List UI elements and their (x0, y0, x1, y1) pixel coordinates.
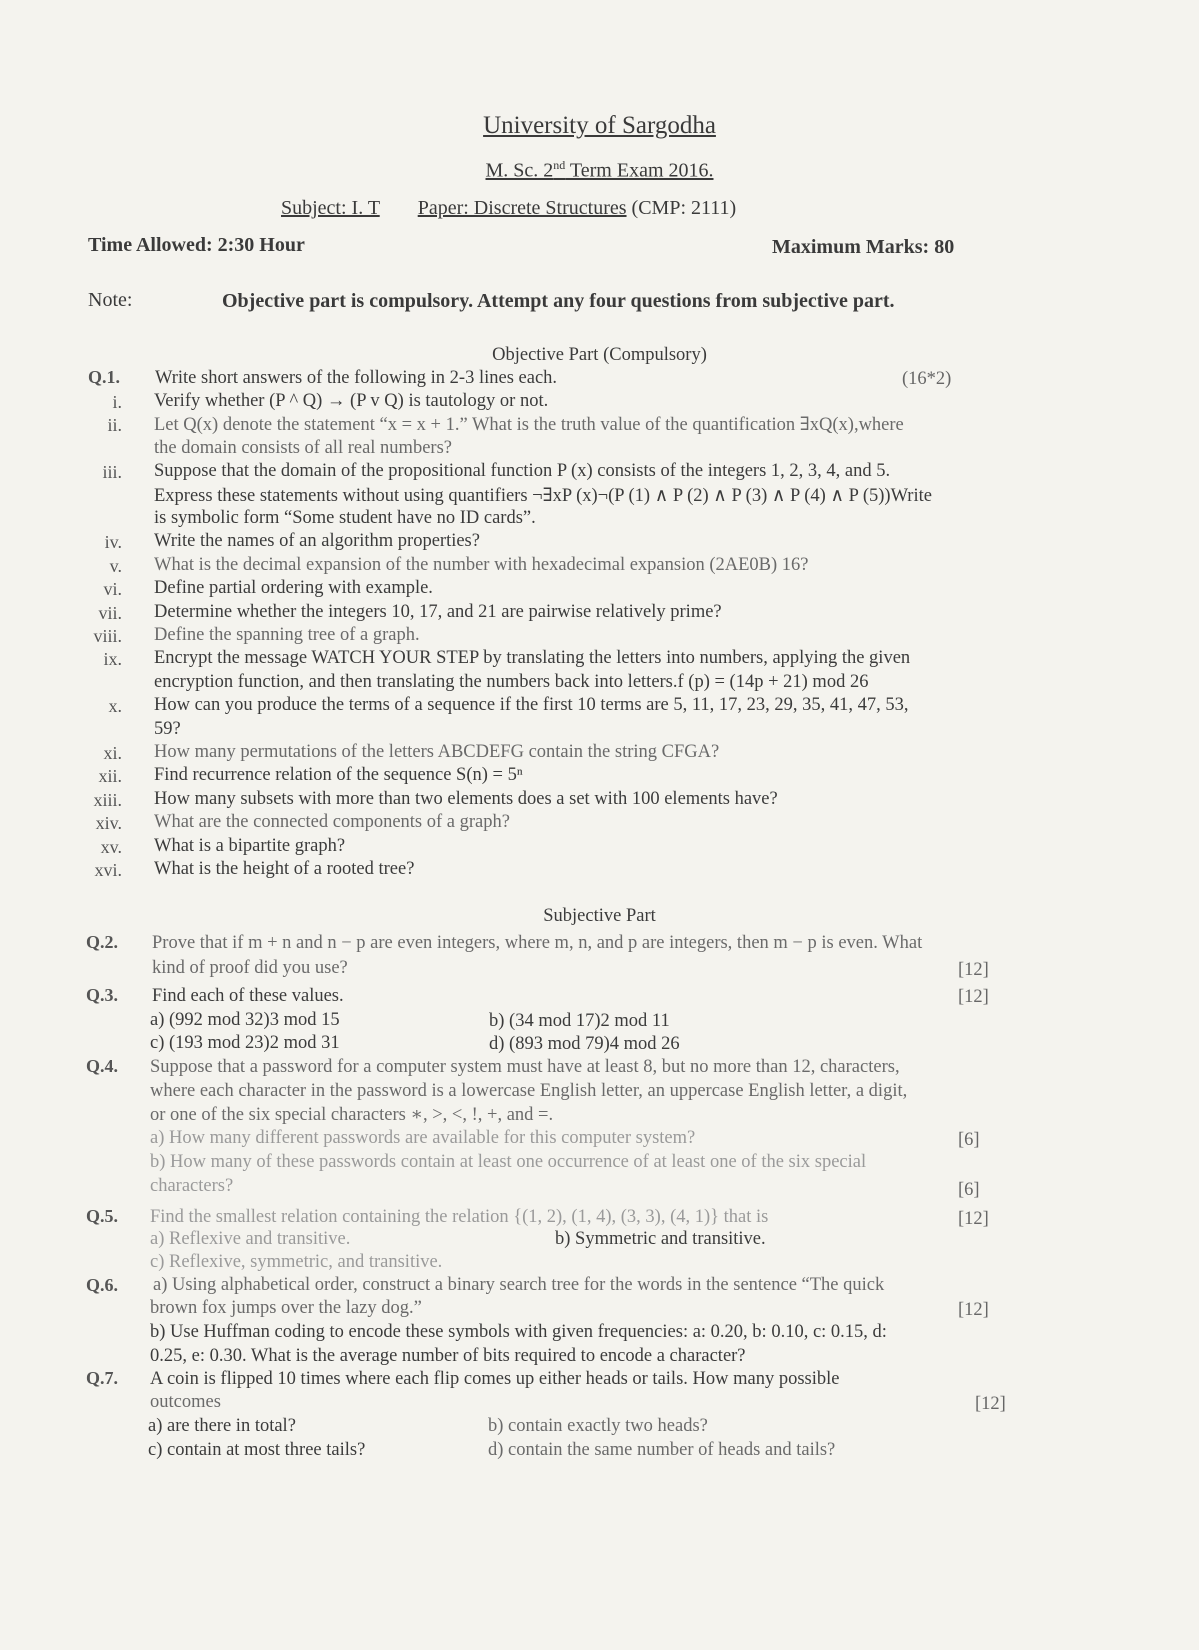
objective-item-num: iv. (104, 532, 122, 553)
university-title: University of Sargodha (483, 112, 716, 139)
q6-b1: b) Use Huffman coding to encode these symbols with given frequencies: a: 0.20, b: 0.10, c: 0.15, d: (150, 1322, 887, 1342)
q4-a: a) How many different passwords are available for this computer system? (150, 1128, 696, 1148)
q3-marks: [12] (958, 987, 989, 1007)
q2-line2: kind of proof did you use? (152, 958, 348, 978)
objective-item-text: Suppose that the domain of the propositional function P (x) consists of the integers 1, 2, 3, 4, and 5. (154, 461, 891, 482)
exam-prefix: M. Sc. 2 (485, 159, 554, 182)
q6-a1: a) Using alphabetical order, construct a binary search tree for the words in the sentence “The quick (153, 1275, 885, 1295)
objective-item-num: xiii. (93, 789, 122, 810)
q2-line1: Prove that if m + n and n − p are even integers, where m, n, and p are integers, then m − p is even. What (152, 933, 923, 953)
objective-item-num: xiv. (95, 813, 122, 834)
exam-title (0, 158, 1199, 183)
q7-line2: outcomes (150, 1392, 221, 1412)
objective-item-num: xii. (98, 766, 122, 787)
q4-line1: Suppose that a password for a computer system must have at least 8, but no more than 12, characters, (150, 1057, 900, 1077)
q3-b: b) (34 mod 17)2 mod 11 (489, 1011, 670, 1031)
objective-item-text: the domain consists of all real numbers? (154, 437, 452, 458)
objective-item-text: 59? (154, 718, 181, 739)
q6-b2: 0.25, e: 0.30. What is the average number of bits required to encode a character? (150, 1346, 746, 1366)
max-marks: Maximum Marks: 80 (772, 236, 955, 258)
q5-c: c) Reflexive, symmetric, and transitive. (150, 1252, 443, 1272)
objective-item-num: iii. (102, 462, 122, 483)
exam-suffix: Term Exam 2016. (565, 159, 714, 182)
objective-item-text: Find recurrence relation of the sequence S(n) = 5ⁿ (154, 765, 523, 786)
objective-item-text: Define the spanning tree of a graph. (154, 625, 420, 645)
paper-name: Paper: Discrete Structures (417, 197, 627, 219)
q4-b1: b) How many of these passwords contain at least one occurrence of at least one of the six special (150, 1152, 867, 1172)
objective-item-text: What is a bipartite graph? (154, 835, 346, 856)
q3-c: c) (193 mod 23)2 mod 31 (150, 1033, 340, 1053)
objective-item-text: is symbolic form “Some student have no ID cards”. (154, 508, 536, 528)
note-text: Objective part is compulsory. Attempt any four questions from subjective part. (222, 290, 895, 312)
objective-item-text: Define partial ordering with example. (154, 578, 433, 599)
objective-item-text: What is the height of a rooted tree? (154, 859, 415, 879)
q4-b-marks: [6] (958, 1180, 980, 1200)
objective-item-text: encryption function, and then translating the numbers back into letters.f (p) = (14p + 21) mod 26 (154, 671, 869, 692)
objective-item-num: x. (108, 696, 122, 717)
q5-a: a) Reflexive and transitive. (150, 1229, 351, 1249)
q4-line2: where each character in the password is a lowercase English letter, an uppercase English letter, a digit, (150, 1081, 908, 1101)
objective-heading: Objective Part (Compulsory) (492, 345, 707, 365)
objective-item-text: Verify whether (P ^ Q) → (P v Q) is tautology or not. (154, 391, 549, 411)
q5-text: Find the smallest relation containing the relation {(1, 2), (1, 4), (3, 3), (4, 1)} that is (150, 1207, 769, 1227)
q4-a-marks: [6] (958, 1130, 980, 1150)
q3-d: d) (893 mod 79)4 mod 26 (489, 1034, 680, 1054)
objective-item-num: viii. (93, 626, 122, 646)
q1-text: Write short answers of the following in 2-3 lines each. (155, 368, 558, 388)
objective-item-num: v. (109, 555, 122, 576)
q2-marks: [12] (958, 960, 989, 980)
q7-d: d) contain the same number of heads and tails? (488, 1440, 836, 1460)
objective-item-text: How can you produce the terms of a sequence if the first 10 terms are 5, 11, 17, 23, 29, 35, 41, 47, 53, (154, 695, 909, 716)
objective-item-num: ii. (107, 415, 122, 436)
objective-item-text: What are the connected components of a graph? (154, 812, 510, 833)
objective-item-text: What is the decimal expansion of the number with hexadecimal expansion (2AE0B) 16? (154, 554, 809, 575)
q6-a2: brown fox jumps over the lazy dog.” (150, 1298, 422, 1318)
objective-item-num: vii. (98, 602, 122, 623)
time-allowed: Time Allowed: 2:30 Hour (88, 234, 305, 256)
objective-item-num: i. (112, 392, 122, 412)
q7-line1: A coin is flipped 10 times where each flip comes up either heads or tails. How many possible (150, 1369, 840, 1389)
objective-item-text: Encrypt the message WATCH YOUR STEP by translating the letters into numbers, applying the given (154, 648, 911, 669)
objective-item-text: How many permutations of the letters ABCDEFG contain the string CFGA? (154, 742, 720, 762)
objective-item-text: Determine whether the integers 10, 17, and 21 are pairwise relatively prime? (154, 601, 722, 622)
objective-item-num: vi. (103, 579, 122, 600)
q7-b: b) contain exactly two heads? (488, 1416, 708, 1436)
objective-item-text: Write the names of an algorithm properties? (154, 531, 480, 552)
objective-item-num: ix. (103, 649, 122, 670)
q3-text: Find each of these values. (152, 986, 344, 1006)
q4-line3: or one of the six special characters ∗, >, <, !, +, and =. (150, 1105, 554, 1125)
objective-item-text: Let Q(x) denote the statement “x = x + 1.” What is the truth value of the quantification ∃xQ(x),where (154, 415, 904, 436)
objective-item-text: Express these statements without using quantifiers ¬∃xP (x)¬(P (1) ∧ P (2) ∧ P (3) ∧ P (4) ∧ P (5))Write (154, 485, 932, 506)
q1-num: Q.1. (88, 367, 121, 387)
subject-line (281, 197, 736, 220)
q7-c: c) contain at most three tails? (148, 1440, 366, 1460)
paper-code: (CMP: 2111) (631, 197, 737, 219)
q5-num: Q.5. (86, 1206, 119, 1226)
subject: Subject: I. T (281, 197, 380, 219)
q4-num: Q.4. (86, 1056, 119, 1076)
objective-item-num: xvi. (94, 860, 122, 880)
q6-num: Q.6. (86, 1275, 119, 1295)
objective-item-text: How many subsets with more than two elements does a set with 100 elements have? (154, 788, 778, 809)
note-label: Note: (88, 289, 133, 311)
q5-marks: [12] (958, 1209, 989, 1229)
q7-marks: [12] (975, 1394, 1006, 1414)
q2-num: Q.2. (86, 932, 119, 952)
q6-marks: [12] (958, 1300, 989, 1320)
q1-marks: (16*2) (902, 369, 952, 389)
subjective-heading: Subjective Part (543, 906, 656, 926)
q4-b2: characters? (150, 1176, 234, 1196)
exam-sup: nd (553, 158, 566, 172)
objective-item-num: xv. (100, 836, 122, 857)
q7-num: Q.7. (86, 1368, 119, 1388)
q3-num: Q.3. (86, 985, 119, 1005)
q3-a: a) (992 mod 32)3 mod 15 (150, 1010, 340, 1030)
q7-a: a) are there in total? (148, 1416, 296, 1436)
objective-item-num: xi. (103, 743, 122, 763)
q5-b: b) Symmetric and transitive. (555, 1229, 766, 1249)
